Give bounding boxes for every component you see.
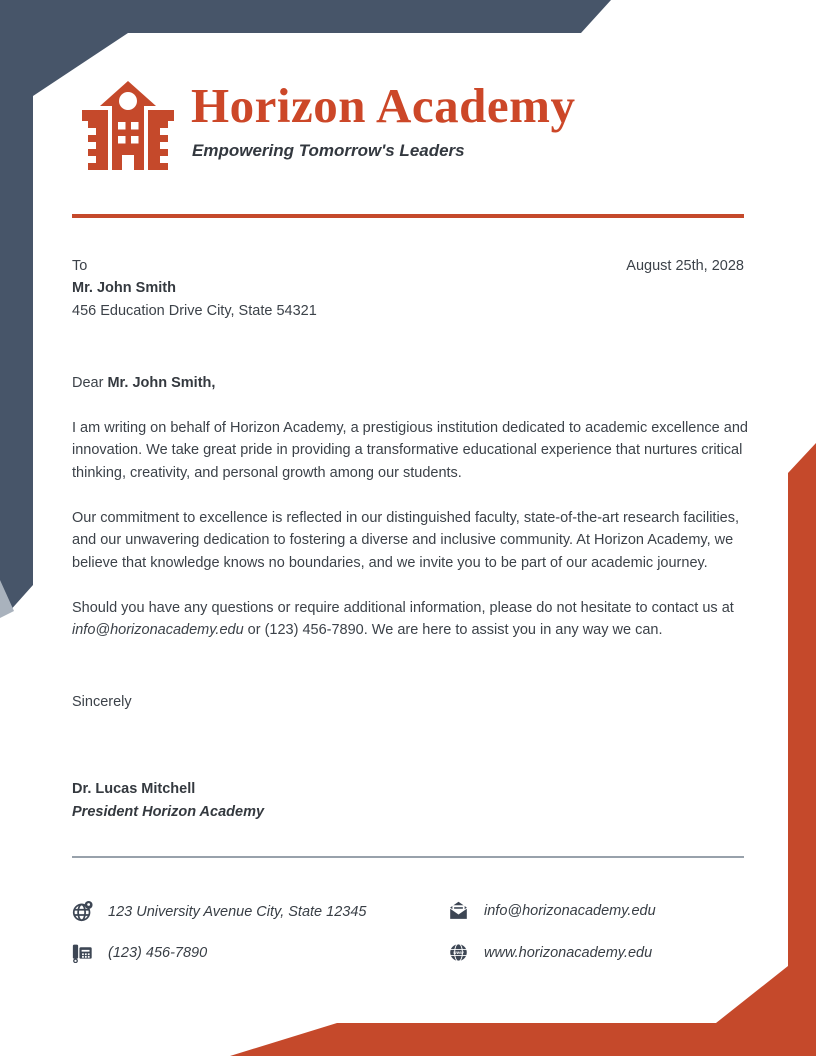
brand-name: Horizon Academy bbox=[191, 78, 576, 133]
contact-email bbox=[448, 900, 656, 921]
globe-pin-icon bbox=[72, 901, 93, 922]
globe-icon bbox=[448, 942, 469, 963]
letter-paragraph-3: Should you have any questions or require additional information, please do not hesitate to contact us at info@horizonacademy.edu or (123) 456-7890. We are here to assist you in any way we can. bbox=[72, 600, 734, 639]
to-label: To bbox=[72, 258, 88, 274]
letter-date: August 25th, 2028 bbox=[626, 258, 744, 274]
school-building-icon bbox=[78, 78, 178, 170]
brand-tagline: Empowering Tomorrow's Leaders bbox=[192, 141, 465, 160]
svg-text:www: www bbox=[453, 950, 464, 956]
footer-divider bbox=[72, 856, 744, 858]
contact-website bbox=[448, 942, 652, 963]
recipient-name: Mr. John Smith bbox=[72, 280, 176, 296]
salutation: Dear Mr. John Smith, bbox=[72, 375, 216, 391]
recipient-address: 456 Education Drive City, State 54321 bbox=[72, 303, 317, 319]
header-accent-rule bbox=[72, 214, 744, 218]
contact-phone-text: (123) 456-7890 bbox=[108, 944, 208, 961]
contact-website-text: www.horizonacademy.edu bbox=[484, 944, 653, 961]
letter-paragraph-1: I am writing on behalf of Horizon Academy, a prestigious institution dedicated to academic excellence and innovation. We take great pride in providing a transformative educational experience that nurtures critical thinking, creativity, and personal growth among our students. bbox=[72, 420, 748, 481]
contact-phone bbox=[72, 942, 207, 963]
contact-email-inline: info@horizonacademy.edu bbox=[72, 622, 244, 639]
contact-address bbox=[72, 901, 366, 922]
signer-name: Dr. Lucas Mitchell bbox=[72, 781, 196, 797]
signer-title: President Horizon Academy bbox=[72, 804, 265, 820]
envelope-icon bbox=[448, 900, 469, 921]
fax-icon bbox=[72, 942, 93, 963]
contact-email-text: info@horizonacademy.edu bbox=[484, 902, 656, 919]
salutation-name: Mr. John Smith, bbox=[107, 375, 216, 391]
contact-address-text: 123 University Avenue City, State 12345 bbox=[108, 903, 367, 920]
letter-paragraph-2: Our commitment to excellence is reflected in our distinguished faculty, state-of-the-art research facilities, and our unwavering dedication to fostering a diverse and inclusive community. At Horizon Academy, we believe that knowledge knows no boundaries, and we invite you to be part of our academic journey. bbox=[72, 510, 740, 571]
closing: Sincerely bbox=[72, 694, 132, 710]
